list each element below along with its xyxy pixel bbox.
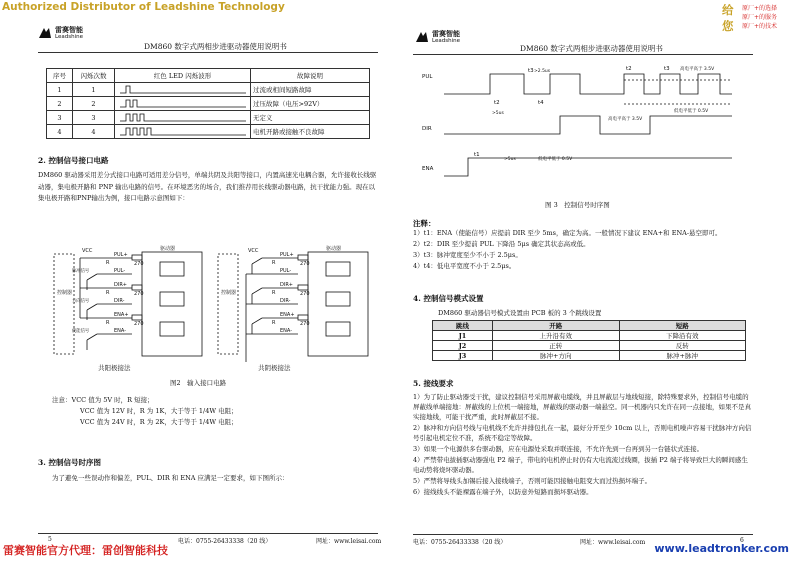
leadshine-logo-icon: [38, 26, 52, 40]
left-doc-title: DM860 数字式两相步进驱动器使用说明书: [144, 42, 287, 51]
section-2-body: DM860 驱动器采用差分式接口电路可适用差分信号，单端共阴及共阳等接口，内置高速光电耦合器，允许接收长线驱动器，集电极开路和 PNP 输出电路的信号。在环境恶劣的场合，我们推荐用长线驱动器电路，抗干扰能力强。现在以集电极开路和PNP输出为例，接口电路示意图如下：: [38, 171, 377, 202]
pin-label: PUL+: [280, 252, 294, 258]
brand-name: 雷赛智能: [432, 30, 460, 38]
r-label: R: [272, 290, 276, 296]
wiring-requirements-list: [413, 392, 753, 498]
t1-label: t1: [474, 152, 480, 158]
blink-waveform: [115, 83, 251, 97]
jumper-short: 脉冲+脉冲: [619, 351, 746, 361]
table-row: [47, 97, 370, 111]
table-row: [433, 331, 746, 341]
table-row: [433, 351, 746, 361]
r-label: R: [272, 320, 276, 326]
pin-label: ENA-: [280, 328, 293, 334]
left-circuit-caption: 共阳极接法: [98, 364, 131, 372]
left-footer-rule: [38, 533, 378, 534]
row-count: 2: [73, 97, 115, 111]
driver-label: 驱动器: [326, 246, 342, 252]
row-no: 2: [47, 97, 73, 111]
distributor-logo: [722, 2, 792, 40]
leadshine-logo-icon: [415, 30, 429, 44]
col-header: 故障说明: [251, 69, 370, 83]
jumper-short: 反转: [619, 341, 746, 351]
table-row: [47, 111, 370, 125]
distributor-banner: Authorized Distributor of Leadshine Technology: [2, 1, 285, 13]
col-header: 跳线: [433, 321, 493, 331]
left-page-number: 5: [48, 536, 52, 543]
vcc-label: VCC: [248, 248, 259, 254]
section-3-title: 3. 控制信号时序图: [38, 458, 101, 467]
r-label: R: [106, 290, 110, 296]
table-row: [47, 83, 370, 97]
pin-label: DIR+: [280, 282, 293, 288]
jumper-id: J2: [433, 341, 493, 351]
list-item: 3）t3：脉冲宽度至少不小于 2.5μs。: [413, 251, 522, 259]
right-circuit-caption: 共阴极接法: [258, 364, 291, 372]
pin-label: ENA-: [114, 328, 127, 334]
high-level-label: 高电平高于 3.5V: [608, 117, 643, 122]
dir-label: DIR: [422, 126, 432, 132]
row-desc: 过压故障（电压>92V）: [251, 97, 370, 111]
error-table-header: [47, 69, 370, 83]
note-line-2: VCC 值为 12V 时，R 为 1K，大于等于 1/4W 电阻；: [80, 407, 238, 415]
logo-line-3: 原厂+的技术: [742, 23, 778, 30]
resistor-label: 270: [134, 321, 144, 327]
list-item: 5）严禁将导线头加锡后接入接线端子，否则可能因接触电阻变大而过热损坏端子。: [413, 477, 652, 485]
row-count: 1: [73, 83, 115, 97]
right-footer-phone: 电话：0755-26433338（20 线）: [413, 539, 507, 546]
pin-label: PUL-: [280, 268, 292, 274]
blink-waveform: [115, 111, 251, 125]
left-brand: [38, 26, 83, 40]
section-5-title: 5. 接线要求: [413, 379, 454, 388]
controller-label: 控制器: [221, 290, 237, 296]
left-header-rule: [38, 52, 378, 53]
r-label: R: [106, 320, 110, 326]
row-count: 3: [73, 111, 115, 125]
list-item: 3）如果一个电源供多台驱动器，应在电源处采取并联连接，不允许先到一台再到另一台链状式连接。: [413, 445, 704, 453]
table-row: [47, 125, 370, 139]
brand-sub: Leadshine: [432, 38, 460, 44]
note-line-1: 注意：VCC 值为 5V 时，R 短接；: [52, 396, 154, 404]
section-4-title: 4. 控制信号模式设置: [413, 294, 484, 303]
blink-waveform: [115, 125, 251, 139]
t3-label-right: t3: [664, 66, 670, 72]
list-item: 2）脉冲和方向信号线与电机线不允许并排包扎在一起，最好分开至少 10cm 以上，否则电机噪声容易干扰脉冲方向信号引起电机定位不准，系统不稳定等故障。: [413, 424, 752, 442]
r-label: R: [106, 260, 110, 266]
jumper-open: 正转: [493, 341, 620, 351]
high-level-label: 高电平高于 3.5V: [680, 67, 715, 72]
figure-2-caption: 图2 输入接口电路: [170, 379, 227, 387]
resistor-label: 270: [300, 321, 310, 327]
low-level-label: 低电平低于 0.5V: [674, 109, 709, 114]
jumper-open: 脉冲+方向: [493, 351, 620, 361]
list-item: 1）为了防止驱动器受干扰，建议控制信号采用屏蔽电缆线，并且屏蔽层与地线短接，除特殊要求外，控制信号电缆的屏蔽线单端接地：屏蔽线的上位机一端接地，屏蔽线的驱动器一端悬空。同一机器内只允许在同一点接地，如果不是真实接地线，可能干扰严重，此时屏蔽层不接。: [413, 393, 751, 421]
section-4-body: DM860 驱动器信号模式设置由 PCB 板的 3 个跳线设置: [438, 309, 602, 317]
left-footer-phone: 电话：0755-26433338（20 线）: [178, 538, 272, 545]
right-header-rule: [413, 54, 753, 55]
col-header: 闪烁次数: [73, 69, 115, 83]
jumper-id: J1: [433, 331, 493, 341]
pin-label: DIR+: [114, 282, 127, 288]
left-footer-web: 网址：www.leisai.com: [316, 538, 382, 545]
row-no: 3: [47, 111, 73, 125]
resistor-label: 270: [300, 291, 310, 297]
vcc-label: VCC: [82, 248, 93, 254]
blink-waveform: [115, 97, 251, 111]
brand-sub: Leadshine: [55, 34, 83, 40]
timing-diagram: [420, 58, 750, 193]
pin-label: PUL+: [114, 252, 128, 258]
list-item: 4）t4：低电平宽度不小于 2.5μs。: [413, 262, 516, 270]
list-item: 4）严禁带电拔插驱动器强电 P2 端子，带电的电机停止时仍有大电流流过线圈，拔插 P2 端子将导致巨大的瞬间感生电动势将烧坏驱动器。: [413, 456, 748, 474]
brand-name: 雷赛智能: [55, 26, 83, 34]
r-label: R: [272, 260, 276, 266]
interface-circuit-diagram: [52, 244, 372, 374]
t4-label: t4: [538, 100, 544, 106]
error-table: [46, 68, 370, 139]
right-footer-rule: [413, 534, 753, 535]
dir-signal-label: 方向信号: [72, 299, 90, 304]
website-banner[interactable]: www.leadtronker.com: [654, 542, 789, 555]
col-header: 开路: [493, 321, 620, 331]
table-row: [433, 341, 746, 351]
pul-label: PUL: [422, 74, 433, 80]
logo-line-2: 原厂+的服务: [742, 14, 778, 21]
pin-label: DIR-: [114, 298, 125, 304]
resistor-label: 270: [134, 261, 144, 267]
t2-label: t2: [494, 100, 500, 106]
row-no: 1: [47, 83, 73, 97]
list-item: 2）t2：DIR 至少提前 PUL 下降沿 5μs 确定其状态高或低。: [413, 240, 590, 248]
col-header: 短路: [619, 321, 746, 331]
low-level-label: 低电平低于 0.5V: [538, 157, 573, 162]
logo-glyph-2: 您: [722, 19, 734, 33]
ena-signal-label: 使能信号: [72, 329, 90, 334]
jumper-table: [432, 320, 746, 361]
pulse-signal-label: 脉冲信号: [72, 269, 90, 274]
pin-label: ENA+: [280, 312, 295, 318]
section-2-title: 2. 控制信号接口电路: [38, 156, 109, 165]
list-item: 6）接线线头不能裸露在端子外，以防意外短路而损坏驱动器。: [413, 488, 593, 496]
right-doc-title: DM860 数字式两相步进驱动器使用说明书: [520, 44, 663, 53]
gt25us-label: >2.5us: [534, 69, 551, 74]
jumper-short: 下降沿有效: [619, 331, 746, 341]
jumper-id: J3: [433, 351, 493, 361]
note-line-3: VCC 值为 24V 时，R 为 2K，大于等于 1/4W 电阻；: [80, 418, 238, 426]
annotations-list: [413, 228, 753, 272]
list-item: 1）t1：ENA（使能信号）应提前 DIR 至少 5ms，确定为高。一般情况下建议 ENA+和 ENA-悬空即可。: [413, 229, 722, 237]
logo-line-1: 原厂+的选择: [742, 5, 778, 12]
row-no: 4: [47, 125, 73, 139]
pin-label: PUL-: [114, 268, 126, 274]
pin-label: ENA+: [114, 312, 129, 318]
gt5us-label: >5us: [504, 157, 516, 162]
t3-label: t3: [528, 68, 534, 74]
section-3-body: 为了避免一些误动作和偏差，PUL、DIR 和 ENA 应满足一定要求，如下图所示：: [52, 474, 289, 482]
col-header: 序号: [47, 69, 73, 83]
jumper-open: 上升沿有效: [493, 331, 620, 341]
pin-label: DIR-: [280, 298, 291, 304]
row-desc: 无定义: [251, 111, 370, 125]
resistor-label: 270: [134, 291, 144, 297]
right-footer-web: 网址：www.leisai.com: [580, 539, 646, 546]
row-count: 4: [73, 125, 115, 139]
row-desc: 过流或相间短路故障: [251, 83, 370, 97]
driver-label: 驱动器: [160, 246, 176, 252]
jumper-table-header: [433, 321, 746, 331]
official-agent-banner: 雷赛智能官方代理：雷创智能科技: [3, 544, 168, 557]
logo-glyph-1: 给: [722, 3, 734, 17]
t2-label-right: t2: [626, 66, 632, 72]
gt5us-label: >5us: [492, 111, 504, 116]
resistor-label: 270: [300, 261, 310, 267]
ena-label: ENA: [422, 166, 434, 172]
figure-3-caption: 图 3 控制信号时序图: [545, 201, 610, 209]
row-desc: 电机开路或接触不良故障: [251, 125, 370, 139]
right-brand: [415, 30, 460, 44]
col-header: 红色 LED 闪烁波形: [115, 69, 251, 83]
annotations-title: 注释：: [413, 219, 436, 228]
right-page-number: 6: [740, 537, 744, 544]
controller-label: 控制器: [57, 290, 73, 296]
